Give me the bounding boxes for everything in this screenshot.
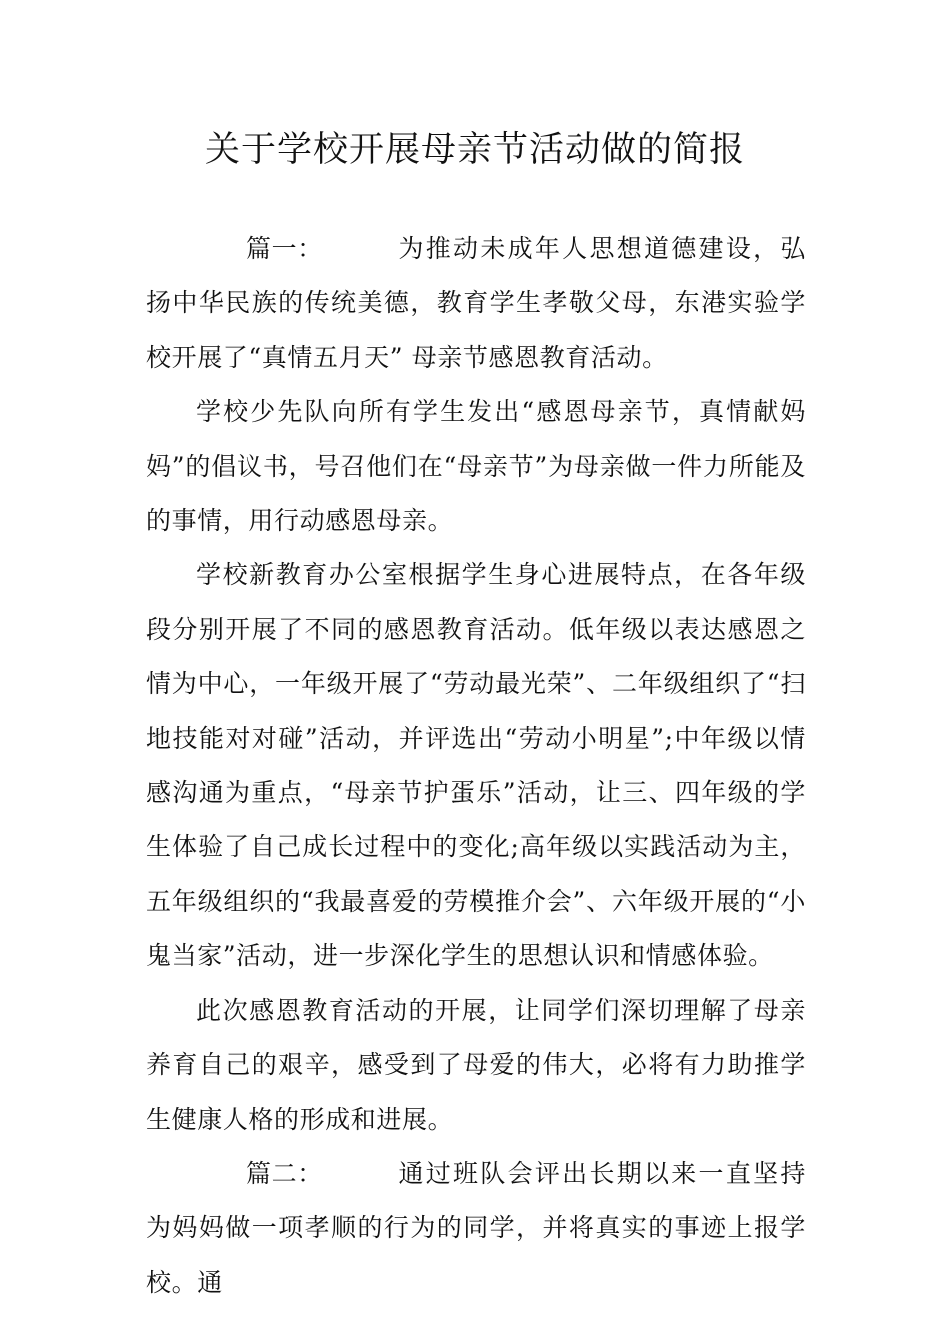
paragraph-2 — [146, 385, 806, 548]
paragraph-text: 为推动未成年人思想道德建设，弘扬中华民族的传统美德，教育学生孝敬父母，东港实验学校开展了“真情五月天” 母亲节感恩教育活动。 — [146, 234, 806, 372]
paragraph-1 — [146, 222, 806, 385]
paragraph-text: 通过班队会评出长期以来一直坚持为妈妈做一项孝顺的行为的同学，并将真实的事迹上报学校。通 — [146, 1158, 806, 1297]
section-label: 篇二： — [246, 1158, 323, 1188]
paragraph-text: 学校新教育办公室根据学生身心进展特点，在各年级段分别开展了不同的感恩教育活动。低年级以表达感恩之情为中心，一年级开展了“劳动最光荣”、二年级组织了“扫地技能对对碰”活动，并评选出“劳动小明星”;中年级以情感沟通为重点，“母亲节护蛋乐”活动，让三、四年级的学生体验了自己成长过程中的变化;高年级以实践活动为主，五年级组织的“我最喜爱的劳模推介会”、六年级开展的“小鬼当家”活动，进一步深化学生的思想认识和情感体验。 — [146, 560, 806, 971]
paragraph-text: 此次感恩教育活动的开展，让同学们深切理解了母亲养育自己的艰辛，感受到了母爱的伟大，必将有力助推学生健康人格的形成和进展。 — [146, 995, 806, 1134]
paragraph-4 — [146, 984, 806, 1147]
document-title: 关于学校开展母亲节活动做的简报 — [204, 130, 745, 170]
paragraph-5 — [146, 1147, 806, 1310]
paragraph-text: 学校少先队向所有学生发出“感恩母亲节，真情献妈妈”的倡议书，号召他们在“母亲节”为母亲做一件力所能及的事情，用行动感恩母亲。 — [146, 397, 806, 536]
paragraph-3 — [146, 548, 806, 983]
document-body — [146, 222, 806, 1310]
section-label: 篇一： — [246, 234, 323, 263]
